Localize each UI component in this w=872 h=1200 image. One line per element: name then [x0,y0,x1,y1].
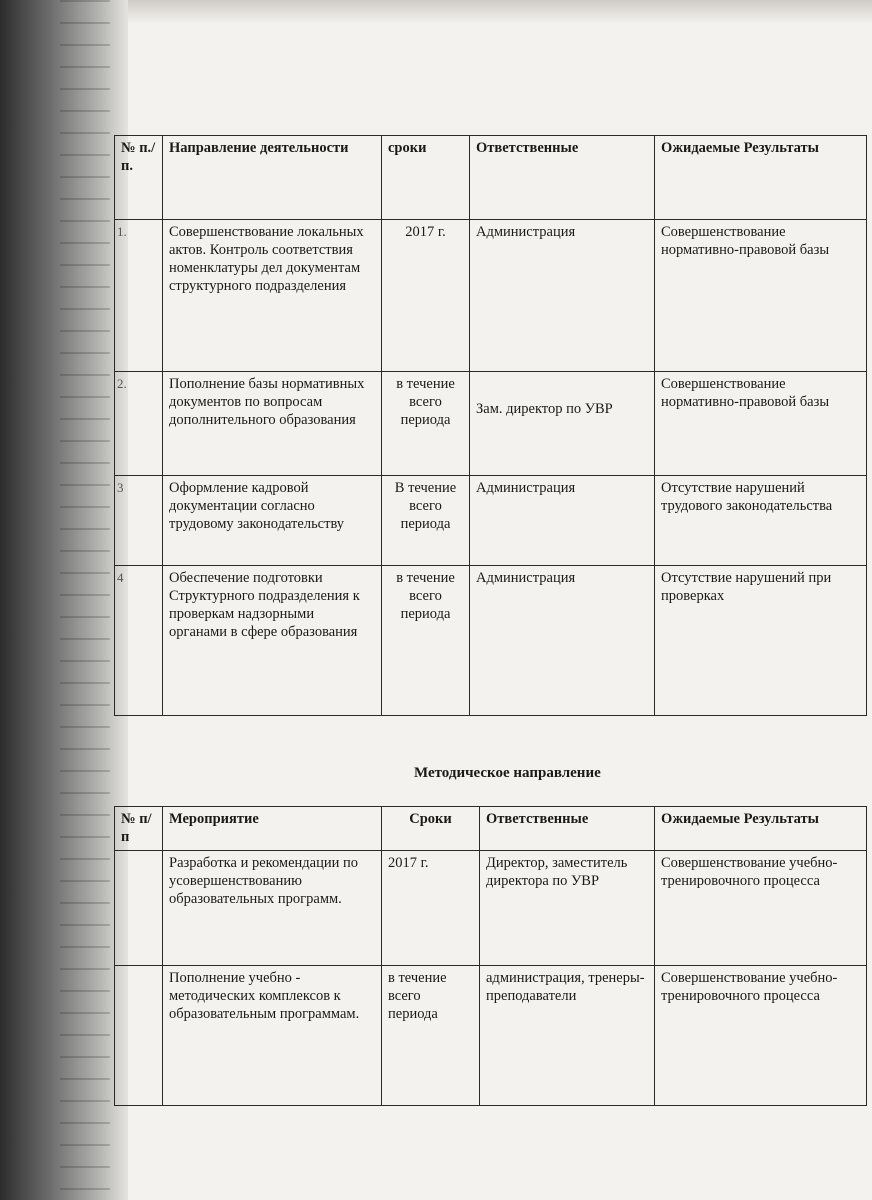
row-direction: Пополнение базы нормативных документов по вопросам дополнительного образования [163,372,382,476]
table-row [115,220,867,372]
header-dates: Сроки [382,807,480,851]
section-title: Методическое направление [414,765,601,781]
row-results: Отсутствие нарушений при проверках [655,566,867,716]
row-num [115,966,163,1106]
activity-directions-table [114,135,867,716]
header-direction: Направление деятельности [163,136,382,220]
header-dates: сроки [382,136,470,220]
bleed-through-text [60,0,110,1200]
row-direction: Обеспечение подготовки Структурного подразделения к проверкам надзорными органами в сфере образования [163,566,382,716]
header-num: № п./п. [115,136,163,220]
row-responsible: Администрация [470,220,655,372]
table-row [115,476,867,566]
header-num: № п/п [115,807,163,851]
row-results: Совершенствование учебно-тренировочного процесса [655,851,867,966]
row-results: Совершенствование учебно-тренировочного процесса [655,966,867,1106]
row-results: Совершенствование нормативно-правовой базы [655,220,867,372]
row-responsible: Администрация [470,566,655,716]
header-results: Ожидаемые Результаты [655,136,867,220]
row-dates: 2017 г. [382,220,470,372]
header-event: Мероприятие [163,807,382,851]
header-responsible: Ответственные [480,807,655,851]
row-dates: в течение всего периода [382,372,470,476]
table-header-row [115,136,867,220]
row-dates: 2017 г. [382,851,480,966]
row-dates: в течение всего периода [382,566,470,716]
row-num: 2. [115,372,163,476]
scan-binding-edge [0,0,128,1200]
row-num [115,851,163,966]
row-results: Совершенствование нормативно-правовой базы [655,372,867,476]
row-num: 1. [115,220,163,372]
row-responsible: Зам. директор по УВР [470,372,655,476]
row-event: Пополнение учебно - методических комплексов к образовательным программам. [163,966,382,1106]
table-row [115,966,867,1106]
row-event: Разработка и рекомендации по усовершенствованию образовательных программ. [163,851,382,966]
table-row [115,372,867,476]
table-row [115,566,867,716]
table-row [115,851,867,966]
document-page [114,0,872,1200]
row-responsible: Администрация [470,476,655,566]
methodical-events-table [114,806,867,1106]
table-header-row [115,807,867,851]
row-num: 3 [115,476,163,566]
row-direction: Оформление кадровой документации согласно трудовому законодательству [163,476,382,566]
row-num: 4 [115,566,163,716]
header-results: Ожидаемые Результаты [655,807,867,851]
row-results: Отсутствие нарушений трудового законодательства [655,476,867,566]
row-dates: В течение всего периода [382,476,470,566]
row-responsible: администрация, тренеры- преподаватели [480,966,655,1106]
row-direction: Совершенствование локальных актов. Контроль соответствия номенклатуры дел документам структурного подразделения [163,220,382,372]
row-responsible: Директор, заместитель директора по УВР [480,851,655,966]
row-dates: в течение всего периода [382,966,480,1106]
header-responsible: Ответственные [470,136,655,220]
